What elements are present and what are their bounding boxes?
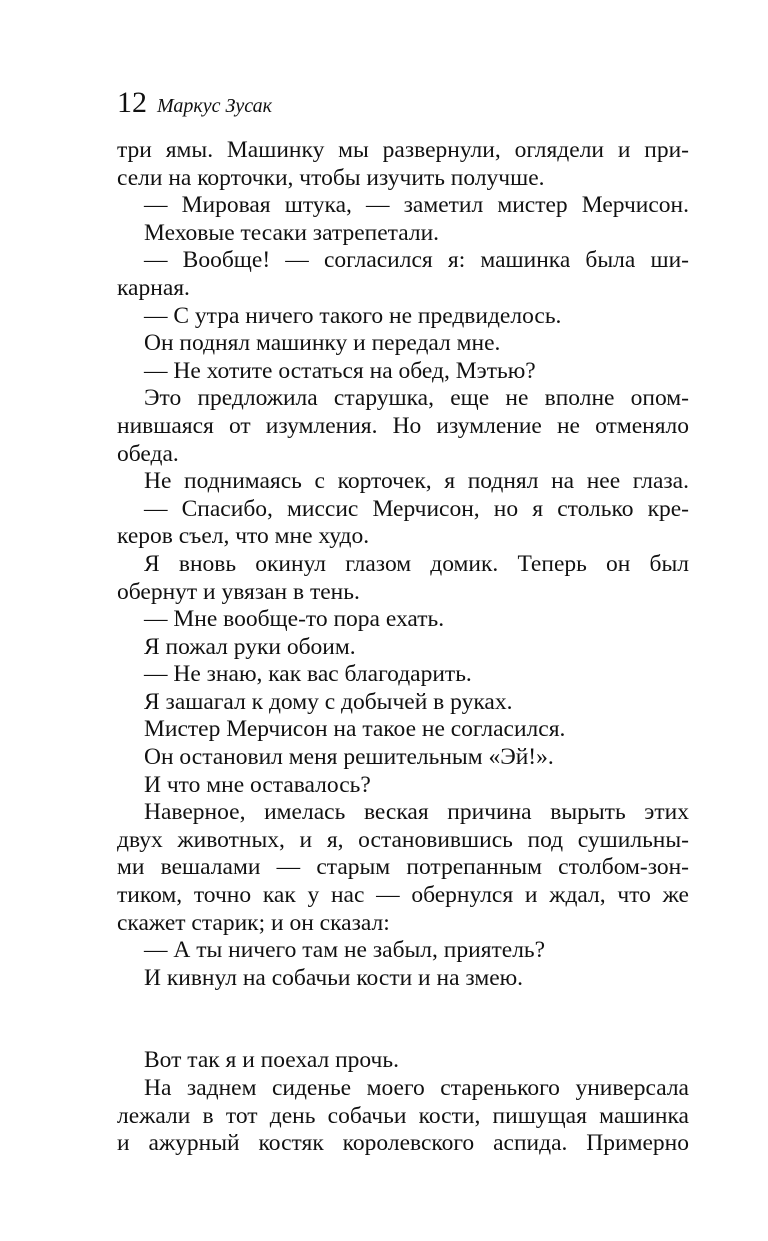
text-line: нившаяся от изумления. Но изумление не отменяло (117, 412, 689, 439)
text-line: Наверное, имелась веская причина вырыть этих (144, 799, 689, 826)
text-line: и ажурный костяк королевского аспида. Примерно (117, 1130, 689, 1157)
text-line: лежали в тот день собачьи кости, пишущая машинка (117, 1102, 689, 1129)
text-line: Это предложила старушка, еще не вполне опом- (144, 385, 689, 412)
running-title: Маркус Зусак (157, 95, 272, 117)
text-line: На заднем сиденье моего старенького универсала (144, 1075, 689, 1101)
text-line: — С утра ничего такого не предвиделось. (144, 302, 562, 329)
text-line: Не поднимаясь с корточек, я поднял на нее глаза. (144, 468, 689, 495)
section-break (117, 992, 689, 1047)
text-line: ми вешалами — старым потрепанным столбом-зон- (117, 854, 689, 881)
text-line: скажет старик; и он сказал: (117, 909, 390, 936)
text-line: Я зашагал к дому с добычей в руках. (144, 688, 513, 715)
text-line: — Не знаю, как вас благодарить. (144, 661, 472, 688)
text-line: Мистер Мерчисон на такое не согласился. (144, 716, 566, 743)
text-line: Меховые тесаки затрепетали. (144, 219, 440, 246)
text-line: — А ты ничего там не забыл, приятель? (144, 937, 546, 964)
text-line: Вот так я и поехал прочь. (144, 1047, 399, 1074)
text-line: обеда. (117, 440, 179, 467)
text-line: обернут и увязан в тень. (117, 578, 360, 605)
text-line: Он поднял машинку и передал мне. (144, 330, 501, 357)
text-line: тиком, точно как у нас — обернулся и ждал, что же (117, 882, 689, 909)
text-line: — Не хотите остаться на обед, Мэтью? (144, 357, 536, 384)
text-line: двух животных, и я, остановившись под сушильны- (117, 826, 689, 853)
page-number: 12 (117, 86, 147, 119)
text-line: — Вообще! — согласился я: машинка была ши- (144, 247, 689, 274)
text-line: карная. (117, 274, 190, 301)
text-line: И кивнул на собачьи кости и на змею. (144, 964, 524, 991)
text-line: три ямы. Машинку мы развернули, оглядели и при- (117, 137, 689, 163)
text-line: — Спасибо, миссис Мерчисон, но я столько кре- (144, 495, 689, 522)
text-line: Я вновь окинул глазом домик. Теперь он был (144, 550, 689, 577)
text-line: Он остановил меня решительным «Эй!». (144, 744, 554, 771)
text-line: керов съел, что мне худо. (117, 523, 370, 550)
text-line: сели на корточки, чтобы изучить получше. (117, 164, 545, 191)
text-line: Я пожал руки обоим. (144, 633, 356, 660)
text-line: — Мировая штука, — заметил мистер Мерчисон. (144, 192, 689, 219)
text-line: И что мне оставалось? (144, 771, 371, 798)
text-line: — Мне вообще-то пора ехать. (144, 606, 445, 633)
running-head (117, 88, 272, 118)
body-text (117, 137, 689, 1158)
